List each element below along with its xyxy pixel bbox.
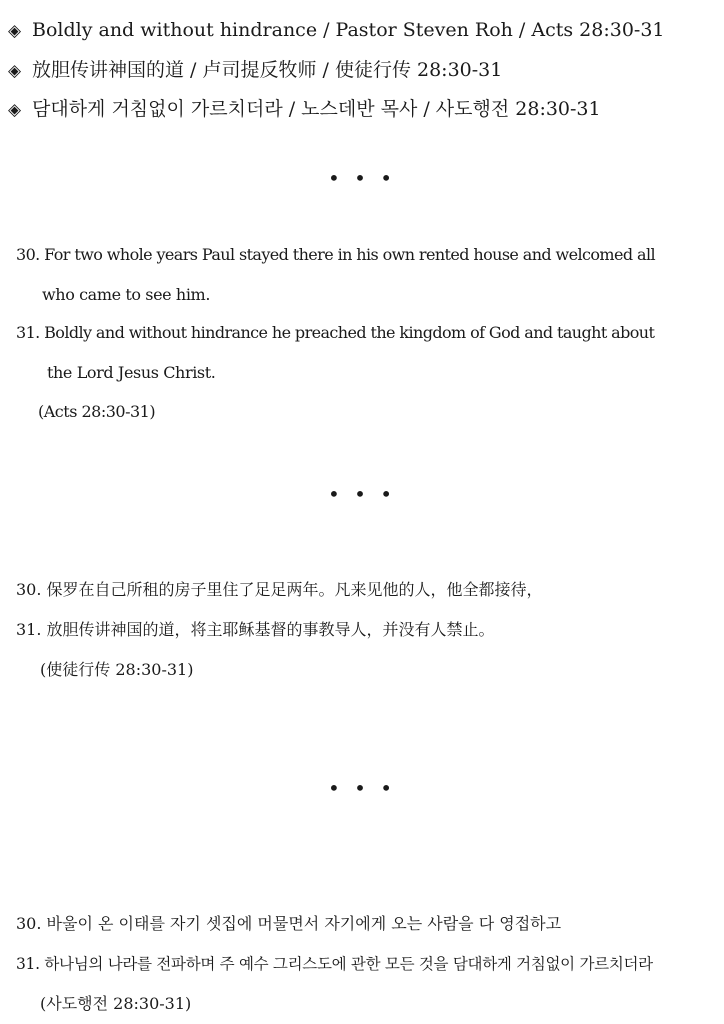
english-verse-31-line-1: 31. Boldly and without hindrance he preached the kingdom of God and taught about — [16, 323, 655, 342]
korean-verse-30: 30. 바울이 온 이태를 자기 셋집에 머물면서 자기에게 오는 사람을 다 영접하고 — [16, 914, 562, 933]
title-english — [8, 21, 665, 40]
chinese-reference: (使徒行传 28:30-31) — [40, 660, 194, 679]
section-separator: • • • — [327, 482, 397, 506]
korean-verse-31: 31. 하나님의 나라를 전파하며 주 예수 그리스도에 관한 모든 것을 담대하게 거침없이 가르치더라 — [16, 955, 653, 973]
section-separator: • • • — [327, 166, 397, 190]
title-korean-text: 담대하게 거침없이 가르치더라 / 노스데반 목사 / 사도행전 28:30-31 — [32, 98, 601, 120]
english-verse-31-line-2: the Lord Jesus Christ. — [47, 363, 216, 382]
chinese-verse-31: 31. 放胆传讲神国的道，将主耶稣基督的事教导人，并没有人禁止。 — [16, 620, 495, 639]
chinese-verse-30: 30. 保罗在自己所租的房子里住了足足两年。凡来见他的人，他全都接待， — [16, 580, 543, 599]
title-english-text: Boldly and without hindrance / Pastor Steven Roh / Acts 28:30-31 — [32, 19, 665, 41]
korean-reference: (사도행전 28:30-31) — [40, 994, 192, 1013]
title-korean — [8, 100, 601, 119]
diamond-bullet-icon: ◈ — [8, 21, 22, 41]
title-chinese — [8, 61, 502, 80]
english-verse-30-line-1: 30. For two whole years Paul stayed there in his own rented house and welcomed all — [16, 245, 655, 264]
diamond-bullet-icon: ◈ — [8, 100, 22, 120]
title-chinese-text: 放胆传讲神国的道 / 卢司提反牧师 / 使徒行传 28:30-31 — [32, 59, 503, 81]
diamond-bullet-icon: ◈ — [8, 61, 22, 81]
english-verse-30-line-2: who came to see him. — [42, 285, 211, 304]
english-reference: (Acts 28:30-31) — [38, 402, 156, 421]
section-separator: • • • — [327, 776, 397, 800]
